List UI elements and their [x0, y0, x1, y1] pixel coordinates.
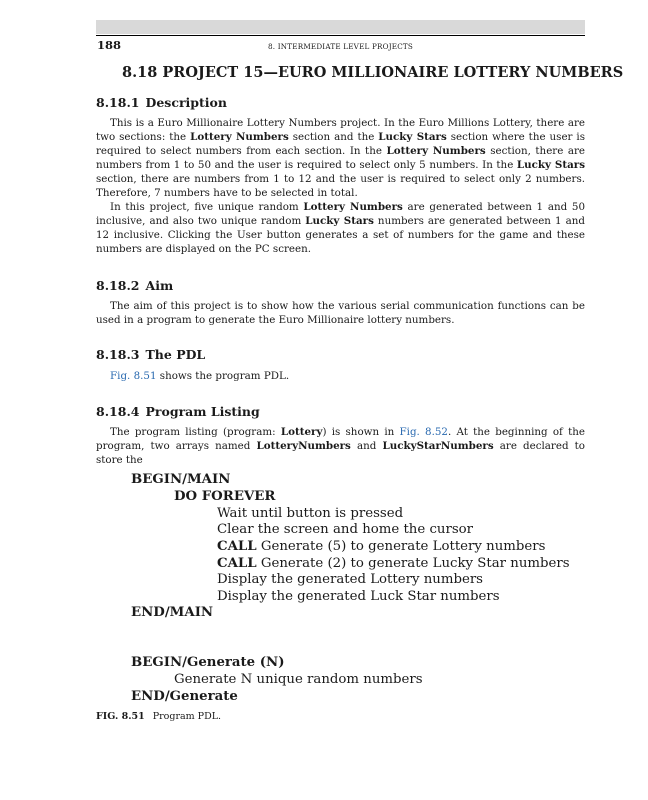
- page-number: 188: [97, 38, 122, 52]
- figure-label: FIG. 8.51: [96, 711, 145, 722]
- subsection-title: Program Listing: [145, 404, 260, 419]
- subsection-aim-heading: [96, 278, 179, 293]
- running-head: 8. INTERMEDIATE LEVEL PROJECTS: [268, 42, 414, 51]
- pdl-do-forever: DO FOREVER: [174, 489, 276, 504]
- section-title: [122, 64, 623, 81]
- subsection-pdl-heading: [96, 347, 211, 362]
- pdl-call-line: CALL Generate (5) to generate Lottery numbers: [217, 539, 546, 554]
- aim-paragraph: The aim of this project is to show how the various serial communication functions can be used in a program to generate the Euro Millionaire lottery numbers.: [96, 300, 585, 326]
- pdl-call-line: CALL Generate (2) to generate Lucky Star numbers: [217, 556, 570, 571]
- subsection-number: 8.18.3: [96, 347, 140, 362]
- pdl-line: Display the generated Luck Star numbers: [217, 589, 500, 604]
- subsection-number: 8.18.1: [96, 95, 140, 110]
- pdl-main-end: END/MAIN: [131, 605, 214, 620]
- subsection-title: The PDL: [145, 347, 206, 362]
- pdl-main-begin: BEGIN/MAIN: [131, 472, 231, 487]
- description-paragraph-1: This is a Euro Millionaire Lottery Numbers project. In the Euro Millions Lottery, there are two sections: the Lottery Numbers section and the Lucky Stars section where the user is required to select numbers from each section. In the Lottery Numbers section, there are numbers from 1 to 50 and the user is required to select only 5 numbers. In the Lucky Stars section, there are numbers from 1 to 12 and the user is required to select only 2 numbers. Therefore, 7 numbers have to be selected in total.: [96, 117, 586, 199]
- section-title-text: PROJECT 15—EURO MILLIONAIRE LOTTERY NUMBERS: [162, 64, 624, 81]
- pdl-paragraph: Fig. 8.51 shows the program PDL.: [110, 370, 290, 382]
- listing-paragraph: The program listing (program: Lottery) is shown in Fig. 8.52. At the beginning of the program, two arrays named LotteryNumbers and LuckyStarNumbers are declared to store the: [96, 426, 585, 466]
- figure-link[interactable]: Fig. 8.51: [110, 370, 157, 382]
- subsection-number: 8.18.2: [96, 278, 140, 293]
- pdl-generate-end: END/Generate: [131, 689, 238, 704]
- pdl-line: Wait until button is pressed: [217, 506, 404, 521]
- pdl-line: Clear the screen and home the cursor: [217, 522, 474, 537]
- pdl-line: Generate N unique random numbers: [174, 672, 423, 687]
- header-bar: [96, 20, 585, 34]
- subsection-title: Aim: [145, 278, 174, 293]
- pdl-line: Display the generated Lottery numbers: [217, 572, 484, 587]
- figure-caption-text: Program PDL.: [152, 711, 222, 722]
- header-rule: [96, 35, 585, 36]
- pdl-generate-begin: BEGIN/Generate (N): [131, 655, 285, 670]
- subsection-number: 8.18.4: [96, 404, 140, 419]
- section-number: 8.18: [122, 64, 158, 81]
- figure-link[interactable]: Fig. 8.52: [399, 426, 448, 438]
- subsection-listing-heading: [96, 404, 266, 419]
- subsection-title: Description: [145, 95, 227, 110]
- description-paragraph-2: In this project, five unique random Lottery Numbers are generated between 1 and 50 inclusive, and also two unique random Lucky Stars numbers are generated between 1 and 12 inclusive. Clicking the User button generates a set of numbers for the game and these numbers are displayed on the PC screen.: [96, 201, 586, 255]
- figure-caption: [96, 711, 221, 722]
- subsection-description-heading: [96, 95, 233, 110]
